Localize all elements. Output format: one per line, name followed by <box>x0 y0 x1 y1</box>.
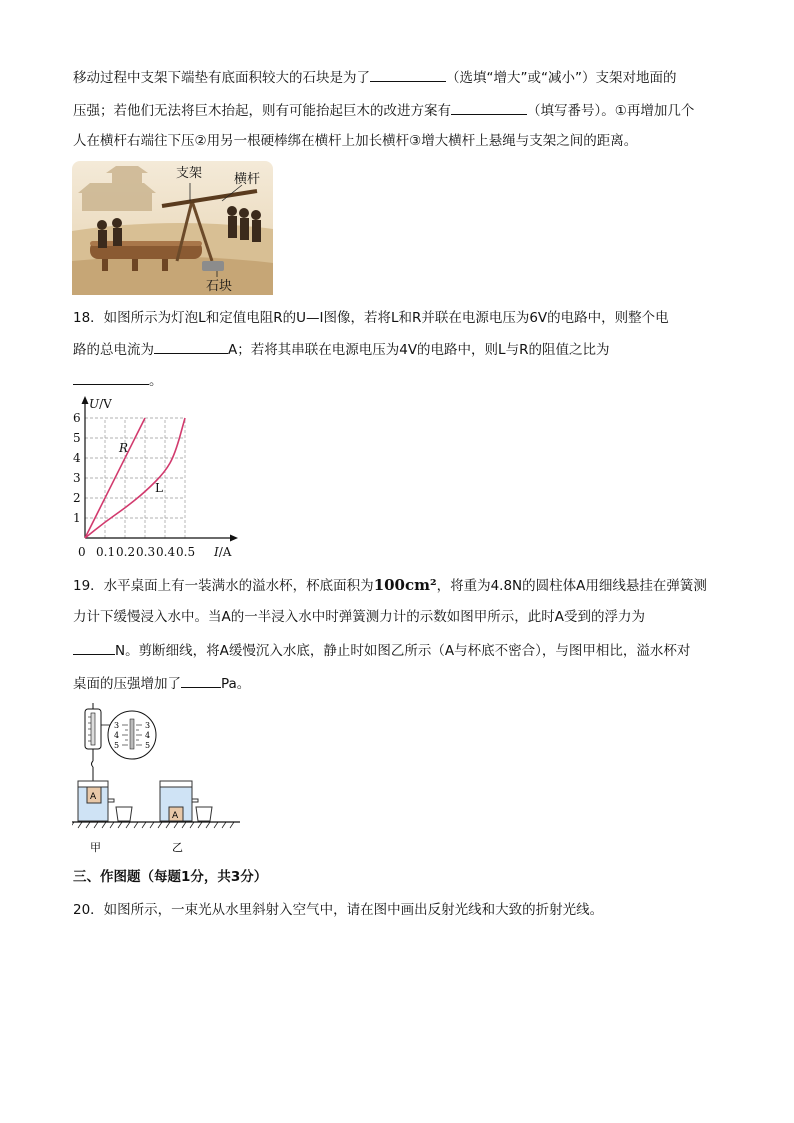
q18-line-1: 18．如图所示为灯泡L和定值电阻R的U—I图像，若将L和R并联在电源电压为6V的电路中，则整个电 <box>73 310 669 326</box>
overflow-cup-a <box>78 781 132 821</box>
q18-line-2: 路的总电流为 A；若将其串联在电源电压为4V的电路中，则L与R的阻值之比为 <box>73 339 609 360</box>
support-label: 支架 <box>176 166 203 181</box>
origin-label: 0 <box>78 545 86 559</box>
section-title: 三、作图题（每题1分，共3分） <box>73 869 268 885</box>
x-tick-label: 0.4 <box>156 545 176 559</box>
q20-line-1: 20．如图所示，一束光从水里斜射入空气中，请在图中画出反射光线和大致的折射光线。 <box>73 902 604 918</box>
q18-line-3: 。 <box>73 370 163 391</box>
log-lever-illustration <box>72 161 273 295</box>
caption-jia: 甲 <box>90 841 101 854</box>
q17-line-2: 压强；若他们无法将巨木抬起，则有可能抬起巨木的改进方案有 （填写番号）。①再增加几个 <box>73 100 694 121</box>
overflow-cup-b <box>160 781 212 821</box>
scale-reading-magnifier <box>108 711 156 759</box>
crossbar-label: 横杆 <box>234 172 261 187</box>
stone-label: 石块 <box>206 279 233 294</box>
answer-blank[interactable] <box>73 370 149 385</box>
svg-text:A: A <box>90 792 97 802</box>
x-axis-arrow <box>230 535 238 542</box>
svg-text:5: 5 <box>114 741 120 750</box>
q17-line-1: 移动过程中支架下端垫有底面积较大的石块是为了 （选填“增大”或“减小”）支架对地面的 <box>73 67 676 88</box>
q17-line-3: 人在横杆右端往下压②用另一根硬棒绑在横杆上加长横杆③增大横杆上悬绳与支架之间的距离。 <box>73 133 638 149</box>
answer-blank[interactable] <box>154 339 228 354</box>
series-label-R: R <box>119 441 129 455</box>
y-tick-label: 2 <box>73 491 81 505</box>
svg-text:4: 4 <box>145 731 151 740</box>
q19-line-4: 桌面的压强增加了 Pa。 <box>73 673 250 694</box>
q19-line-2: 力计下缓慢浸入水中。当A的一半浸入水中时弹簧测力计的示数如图甲所示，此时A受到的浮力为 <box>73 609 645 625</box>
y-tick-label: 1 <box>73 511 81 525</box>
ui-chart <box>68 392 268 562</box>
x-axis-label: I/A <box>214 545 232 559</box>
y-tick-label: 6 <box>73 411 81 425</box>
svg-text:3: 3 <box>114 721 120 730</box>
svg-text:3: 3 <box>145 721 151 730</box>
y-axis-arrow <box>82 396 89 404</box>
y-tick-label: 5 <box>73 431 81 445</box>
y-tick-label: 3 <box>73 471 81 485</box>
overflow-cup-figure <box>72 703 244 857</box>
svg-text:4: 4 <box>114 731 120 740</box>
q19-line-1: 19．水平桌面上有一装满水的溢水杯，杯底面积为100cm²，将重为4.8N的圆柱体A用细线悬挂在弹簧测 <box>73 576 707 594</box>
answer-blank[interactable] <box>370 67 446 82</box>
x-tick-label: 0.2 <box>116 545 136 559</box>
answer-blank[interactable] <box>451 100 527 115</box>
series-label-L: L <box>155 481 163 495</box>
y-axis-label: U/V <box>89 397 112 411</box>
y-tick-label: 4 <box>73 451 81 465</box>
spring-scale <box>85 703 110 787</box>
svg-text:A: A <box>172 811 179 821</box>
svg-text:5: 5 <box>145 741 151 750</box>
caption-yi: 乙 <box>172 841 183 854</box>
x-tick-label: 0.3 <box>136 545 156 559</box>
q19-line-3: N。剪断细线，将A缓慢沉入水底，静止时如图乙所示（A与杯底不密合），与图甲相比，溢水杯对 <box>73 640 690 661</box>
x-tick-label: 0.1 <box>96 545 116 559</box>
answer-blank[interactable] <box>181 673 221 688</box>
x-tick-label: 0.5 <box>176 545 196 559</box>
answer-blank[interactable] <box>73 640 115 655</box>
